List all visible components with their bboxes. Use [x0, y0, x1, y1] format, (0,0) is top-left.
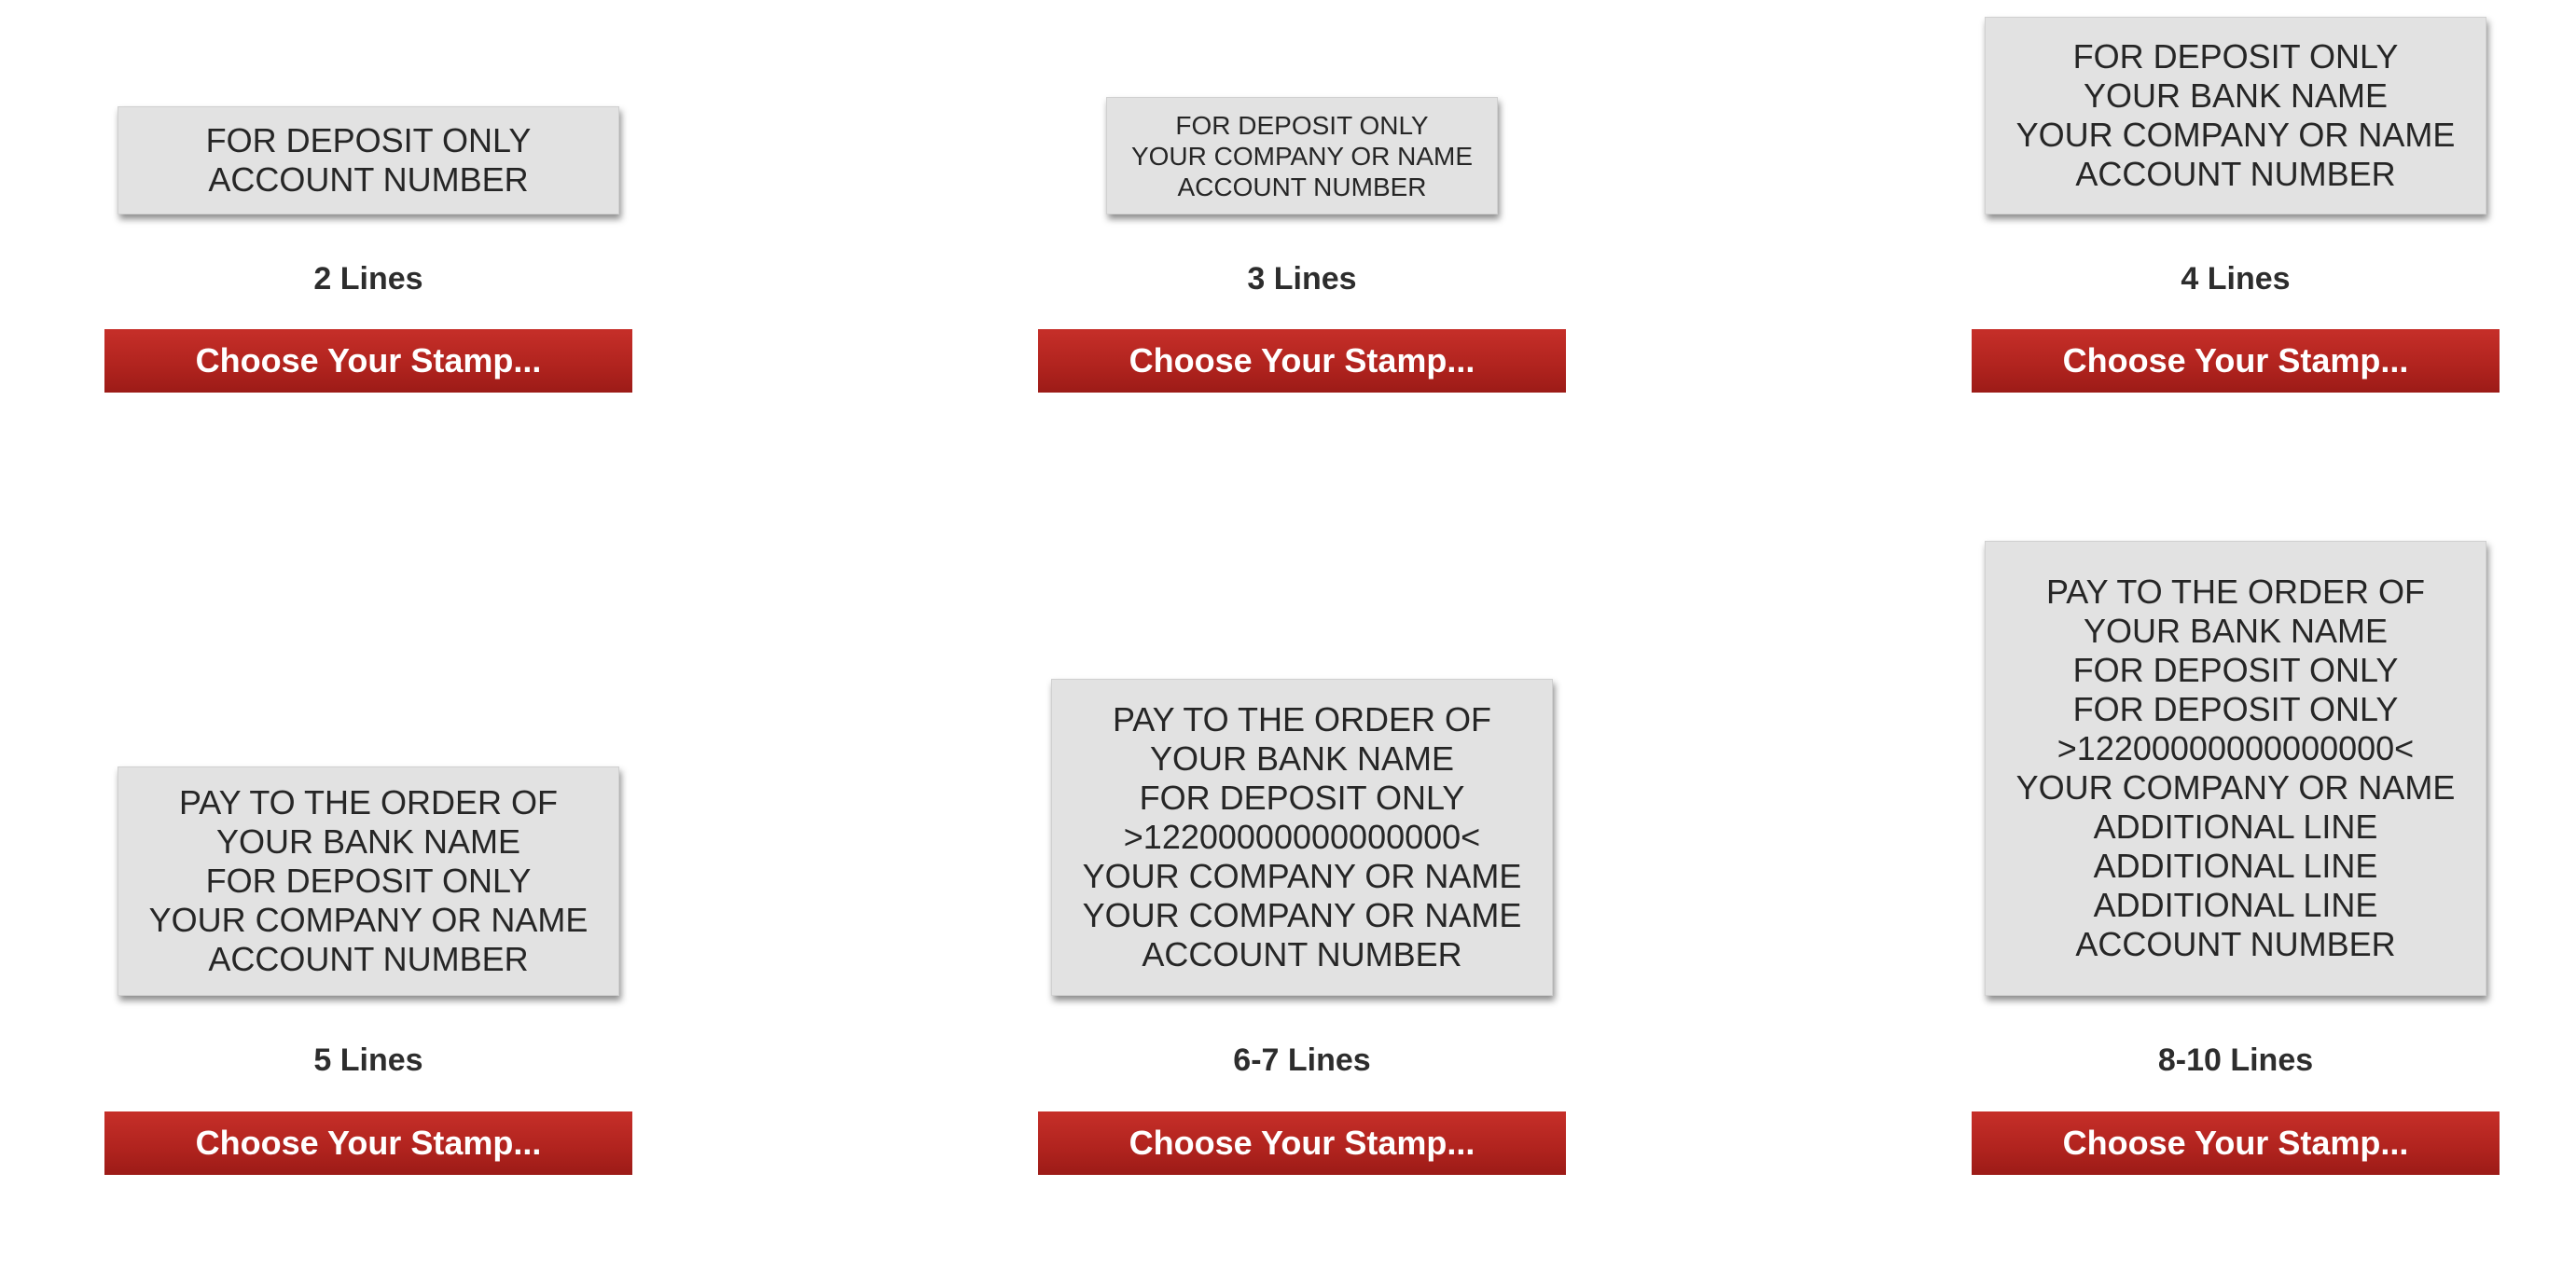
- choose-stamp-button[interactable]: Choose Your Stamp...: [1972, 329, 2500, 393]
- stamp-line: YOUR BANK NAME: [1149, 739, 1455, 778]
- stamp-preview: [1985, 17, 2486, 214]
- stamp-line: PAY TO THE ORDER OF: [1112, 700, 1492, 739]
- stamp-preview-wrap: [104, 0, 632, 214]
- choose-stamp-button[interactable]: Choose Your Stamp...: [1972, 1111, 2500, 1175]
- stamp-line: ADDITIONAL LINE: [2093, 808, 2378, 846]
- stamp-line: ADDITIONAL LINE: [2093, 886, 2378, 924]
- stamp-preview-wrap: [104, 522, 632, 996]
- stamp-line: YOUR BANK NAME: [2083, 612, 2389, 650]
- stamp-preview-wrap: [1038, 0, 1566, 214]
- stamp-preview: [118, 106, 619, 214]
- stamp-card-5-lines: [104, 522, 632, 1175]
- stamp-caption: 2 Lines: [313, 261, 423, 297]
- stamp-card-6-7-lines: [1038, 522, 1566, 1175]
- stamp-line: FOR DEPOSIT ONLY: [2072, 690, 2399, 728]
- stamp-line: ACCOUNT NUMBER: [2075, 155, 2396, 193]
- stamp-line: FOR DEPOSIT ONLY: [205, 121, 532, 159]
- stamp-line: YOUR COMPANY OR NAME: [2015, 116, 2456, 154]
- stamp-preview-wrap: [1972, 0, 2500, 214]
- stamp-line: ADDITIONAL LINE: [2093, 847, 2378, 885]
- stamp-line: FOR DEPOSIT ONLY: [1175, 110, 1429, 140]
- stamp-line: ACCOUNT NUMBER: [1142, 935, 1462, 973]
- stamp-line: ACCOUNT NUMBER: [1177, 172, 1427, 201]
- stamp-card-4-lines: [1972, 0, 2500, 410]
- stamp-caption: 6-7 Lines: [1233, 1042, 1371, 1078]
- stamp-card-2-lines: [104, 0, 632, 410]
- stamp-preview-wrap: [1972, 522, 2500, 996]
- stamp-preview: [1051, 679, 1553, 996]
- choose-stamp-button[interactable]: Choose Your Stamp...: [1038, 329, 1566, 393]
- stamp-line: YOUR COMPANY OR NAME: [2015, 768, 2456, 807]
- stamp-caption: 3 Lines: [1247, 261, 1357, 297]
- stamp-preview: [118, 766, 619, 996]
- stamp-line: ACCOUNT NUMBER: [2075, 925, 2396, 963]
- stamp-line: FOR DEPOSIT ONLY: [2072, 651, 2399, 689]
- stamp-line: YOUR COMPANY OR NAME: [1082, 896, 1522, 934]
- stamp-line: YOUR BANK NAME: [2083, 76, 2389, 115]
- stamp-line: ACCOUNT NUMBER: [208, 940, 529, 978]
- stamp-preview: [1985, 541, 2486, 996]
- stamp-line: YOUR COMPANY OR NAME: [148, 901, 589, 939]
- stamp-line: YOUR BANK NAME: [215, 822, 521, 861]
- stamp-line: PAY TO THE ORDER OF: [178, 783, 559, 821]
- stamp-line: FOR DEPOSIT ONLY: [205, 862, 532, 900]
- stamp-caption: 4 Lines: [2181, 261, 2291, 297]
- stamp-line: PAY TO THE ORDER OF: [2045, 573, 2426, 611]
- stamp-caption: 8-10 Lines: [2157, 1042, 2314, 1078]
- stamp-line: FOR DEPOSIT ONLY: [1139, 779, 1465, 817]
- stamp-caption: 5 Lines: [313, 1042, 423, 1078]
- stamp-card-8-10-lines: [1972, 522, 2500, 1175]
- choose-stamp-button[interactable]: Choose Your Stamp...: [1038, 1111, 1566, 1175]
- stamp-preview-wrap: [1038, 522, 1566, 996]
- stamp-preview: [1106, 97, 1498, 214]
- choose-stamp-button[interactable]: Choose Your Stamp...: [104, 1111, 632, 1175]
- stamp-line: >12200000000000000<: [2057, 729, 2415, 767]
- stamp-line: YOUR COMPANY OR NAME: [1130, 141, 1474, 171]
- stamp-card-3-lines: [1038, 0, 1566, 410]
- choose-stamp-button[interactable]: Choose Your Stamp...: [104, 329, 632, 393]
- stamp-line: >12200000000000000<: [1123, 818, 1481, 856]
- stamp-line: FOR DEPOSIT ONLY: [2072, 37, 2399, 76]
- stamp-line: ACCOUNT NUMBER: [208, 160, 529, 199]
- stamp-line: YOUR COMPANY OR NAME: [1082, 857, 1522, 895]
